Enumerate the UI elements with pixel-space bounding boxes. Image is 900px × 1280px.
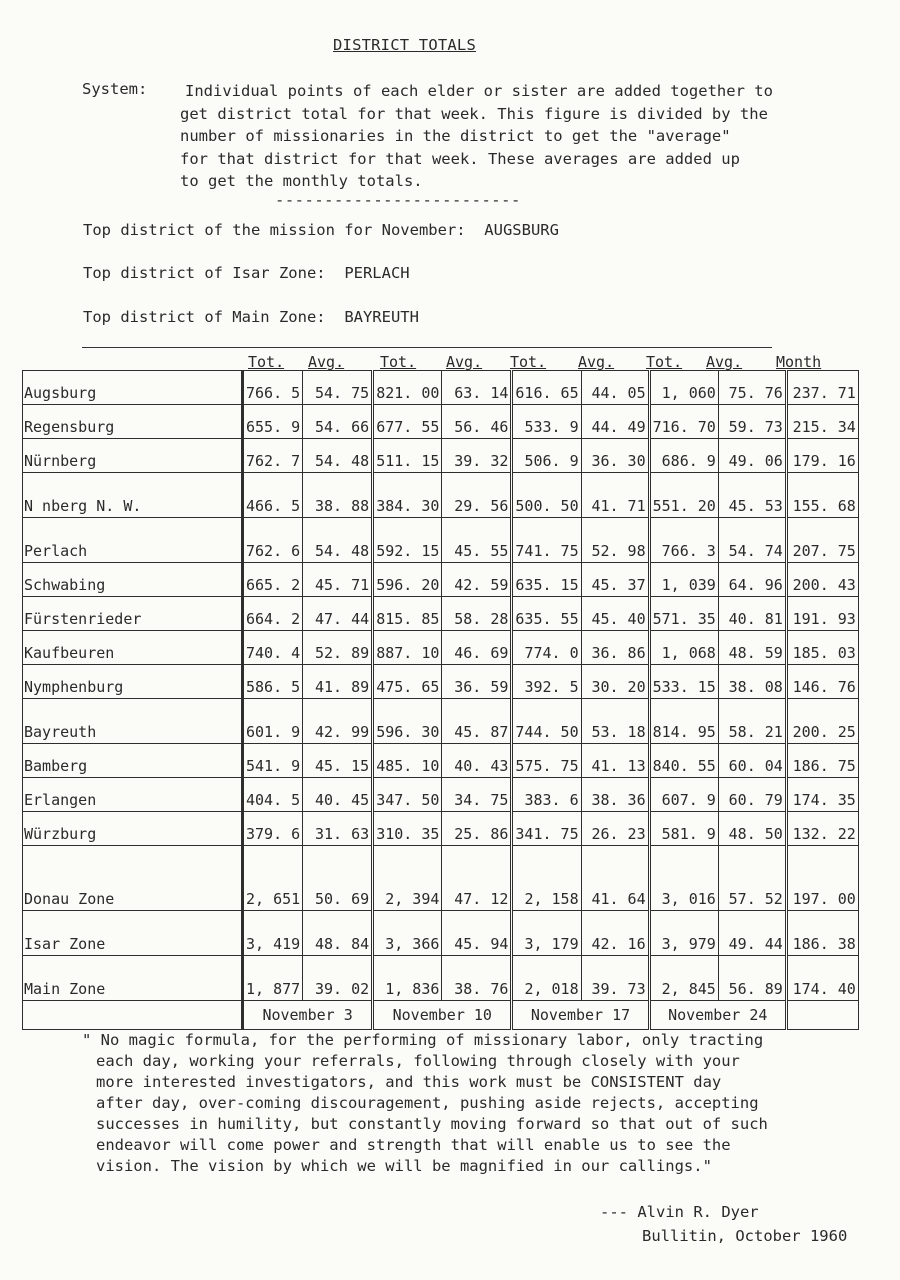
- week-average-cell: 41. 89: [303, 665, 373, 699]
- week-average-cell: 38. 36: [581, 778, 649, 812]
- week-average-cell: 45. 87: [442, 699, 512, 744]
- table-body: [23, 371, 859, 1030]
- quote-line: vision. The vision by which we will be magnified in our callings.": [96, 1157, 712, 1175]
- week-average-cell: 39. 32: [442, 439, 512, 473]
- week-total-cell: 766. 3: [649, 518, 718, 563]
- quote-attribution: [600, 1200, 847, 1248]
- week-total-cell: 840. 55: [649, 744, 718, 778]
- week-total-cell: 533. 15: [649, 665, 718, 699]
- week-total-cell: 741. 75: [512, 518, 581, 563]
- table-row: [23, 518, 859, 563]
- week-total-cell: 384. 30: [373, 473, 442, 518]
- week-total-cell: 1, 060: [649, 371, 718, 405]
- month-total-cell: 200. 25: [786, 699, 858, 744]
- week-total-cell: 341. 75: [512, 812, 581, 846]
- week-average-cell: 60. 04: [718, 744, 786, 778]
- table-row: [23, 956, 859, 1001]
- table-row: [23, 371, 859, 405]
- top-district-value: AUGSBURG: [484, 221, 559, 239]
- dashed-divider: -------------------------: [275, 191, 521, 209]
- week-average-cell: 38. 88: [303, 473, 373, 518]
- week-total-cell: 655. 9: [243, 405, 303, 439]
- week-total-cell: 1, 039: [649, 563, 718, 597]
- month-total-cell: 186. 75: [786, 744, 858, 778]
- week-total-cell: 485. 10: [373, 744, 442, 778]
- district-name-cell: Main Zone: [23, 956, 243, 1001]
- district-name-cell: Bayreuth: [23, 699, 243, 744]
- week-average-cell: 47. 44: [303, 597, 373, 631]
- week-average-cell: 45. 55: [442, 518, 512, 563]
- week-average-cell: 48. 84: [303, 911, 373, 956]
- week-total-cell: 635. 55: [512, 597, 581, 631]
- month-total-cell: 155. 68: [786, 473, 858, 518]
- district-name-cell: Schwabing: [23, 563, 243, 597]
- column-header: Avg.: [706, 353, 743, 371]
- week-average-cell: 50. 69: [303, 846, 373, 911]
- week-total-cell: 596. 20: [373, 563, 442, 597]
- week-average-cell: 56. 89: [718, 956, 786, 1001]
- district-name-cell: Perlach: [23, 518, 243, 563]
- table-row: [23, 778, 859, 812]
- week-average-cell: 45. 40: [581, 597, 649, 631]
- district-name-cell: Nymphenburg: [23, 665, 243, 699]
- week-total-cell: 3, 179: [512, 911, 581, 956]
- column-header: Tot.: [380, 353, 417, 371]
- week-average-cell: 29. 56: [442, 473, 512, 518]
- week-total-cell: 716. 70: [649, 405, 718, 439]
- quote-line: each day, working your referrals, following through closely with your: [96, 1052, 740, 1070]
- month-total-cell: 174. 40: [786, 956, 858, 1001]
- district-name-cell: Fürstenrieder: [23, 597, 243, 631]
- week-total-cell: 2, 651: [243, 846, 303, 911]
- district-name-cell: Augsburg: [23, 371, 243, 405]
- district-name-cell: Isar Zone: [23, 911, 243, 956]
- week-average-cell: 49. 06: [718, 439, 786, 473]
- month-total-cell: 215. 34: [786, 405, 858, 439]
- month-total-cell: 174. 35: [786, 778, 858, 812]
- week-total-cell: 3, 419: [243, 911, 303, 956]
- quote-line: successes in humility, but constantly moving forward so that out of such: [96, 1115, 768, 1133]
- week-total-cell: 466. 5: [243, 473, 303, 518]
- week-total-cell: 3, 366: [373, 911, 442, 956]
- week-total-cell: 347. 50: [373, 778, 442, 812]
- week-average-cell: 54. 48: [303, 439, 373, 473]
- week-average-cell: 54. 48: [303, 518, 373, 563]
- column-header: Tot.: [510, 353, 547, 371]
- week-total-cell: 592. 15: [373, 518, 442, 563]
- week-average-cell: 59. 73: [718, 405, 786, 439]
- week-average-cell: 52. 98: [581, 518, 649, 563]
- week-total-cell: 506. 9: [512, 439, 581, 473]
- week-average-cell: 41. 13: [581, 744, 649, 778]
- week-average-cell: 47. 12: [442, 846, 512, 911]
- week-total-cell: 475. 65: [373, 665, 442, 699]
- quote-source: Bullitin, October 1960: [642, 1227, 848, 1245]
- district-name-cell: Würzburg: [23, 812, 243, 846]
- table-row: [23, 473, 859, 518]
- week-average-cell: 38. 08: [718, 665, 786, 699]
- week-label-cell: November 3: [243, 1001, 373, 1030]
- week-average-cell: 36. 59: [442, 665, 512, 699]
- district-name-cell: Donau Zone: [23, 846, 243, 911]
- quote-line: " No magic formula, for the performing of missionary labor, only tracting: [82, 1031, 764, 1049]
- month-total-cell: 179. 16: [786, 439, 858, 473]
- month-total-cell: 146. 76: [786, 665, 858, 699]
- month-total-cell: 197. 00: [786, 846, 858, 911]
- month-total-cell: 237. 71: [786, 371, 858, 405]
- system-line: Individual points of each elder or sister are added together to: [185, 82, 773, 100]
- week-total-cell: 664. 2: [243, 597, 303, 631]
- column-header: Tot.: [646, 353, 683, 371]
- week-label-cell: November 17: [512, 1001, 649, 1030]
- district-name-cell: Kaufbeuren: [23, 631, 243, 665]
- table-row: [23, 846, 859, 911]
- week-average-cell: 53. 18: [581, 699, 649, 744]
- week-total-cell: 744. 50: [512, 699, 581, 744]
- system-label: System:: [82, 80, 148, 98]
- district-totals-table: [22, 370, 859, 1030]
- week-average-cell: 42. 16: [581, 911, 649, 956]
- month-total-cell: 186. 38: [786, 911, 858, 956]
- district-name-cell: Bamberg: [23, 744, 243, 778]
- month-total-cell: 185. 03: [786, 631, 858, 665]
- week-total-cell: 404. 5: [243, 778, 303, 812]
- quote-line: endeavor will come power and strength that will enable us to see the: [96, 1136, 731, 1154]
- column-header: Tot.: [248, 353, 285, 371]
- week-average-cell: 30. 20: [581, 665, 649, 699]
- month-total-cell: 207. 75: [786, 518, 858, 563]
- week-average-cell: 45. 37: [581, 563, 649, 597]
- week-average-cell: 52. 89: [303, 631, 373, 665]
- week-total-cell: 814. 95: [649, 699, 718, 744]
- week-average-cell: 25. 86: [442, 812, 512, 846]
- week-average-cell: 42. 99: [303, 699, 373, 744]
- week-total-cell: 1, 877: [243, 956, 303, 1001]
- table-row: [23, 665, 859, 699]
- quote-line: after day, over-coming discouragement, pushing aside rejects, accepting: [96, 1094, 759, 1112]
- blank-cell: [786, 1001, 858, 1030]
- week-average-cell: 44. 49: [581, 405, 649, 439]
- top-district-value: BAYREUTH: [344, 308, 419, 326]
- week-total-cell: 3, 979: [649, 911, 718, 956]
- week-total-cell: 762. 6: [243, 518, 303, 563]
- week-average-cell: 40. 43: [442, 744, 512, 778]
- week-label-cell: November 24: [649, 1001, 786, 1030]
- district-name-cell: Nürnberg: [23, 439, 243, 473]
- week-average-cell: 56. 46: [442, 405, 512, 439]
- week-total-cell: 571. 35: [649, 597, 718, 631]
- week-average-cell: 63. 14: [442, 371, 512, 405]
- week-total-cell: 740. 4: [243, 631, 303, 665]
- column-header: Avg.: [308, 353, 345, 371]
- month-total-cell: 191. 93: [786, 597, 858, 631]
- week-average-cell: 58. 28: [442, 597, 512, 631]
- week-total-cell: 821. 00: [373, 371, 442, 405]
- week-average-cell: 46. 69: [442, 631, 512, 665]
- week-average-cell: 41. 71: [581, 473, 649, 518]
- week-total-cell: 379. 6: [243, 812, 303, 846]
- week-total-cell: 2, 845: [649, 956, 718, 1001]
- week-average-cell: 45. 94: [442, 911, 512, 956]
- week-average-cell: 42. 59: [442, 563, 512, 597]
- week-average-cell: 54. 74: [718, 518, 786, 563]
- district-name-cell: Erlangen: [23, 778, 243, 812]
- table-row: [23, 699, 859, 744]
- table-row: [23, 744, 859, 778]
- top-district-value: PERLACH: [344, 264, 410, 282]
- week-total-cell: 541. 9: [243, 744, 303, 778]
- week-total-cell: 601. 9: [243, 699, 303, 744]
- top-district-label: Top district of Isar Zone:: [83, 264, 326, 282]
- column-header: Avg.: [446, 353, 483, 371]
- week-total-cell: 607. 9: [649, 778, 718, 812]
- week-label-cell: November 10: [373, 1001, 512, 1030]
- week-total-cell: 887. 10: [373, 631, 442, 665]
- week-total-cell: 766. 5: [243, 371, 303, 405]
- week-average-cell: 45. 15: [303, 744, 373, 778]
- week-average-cell: 48. 50: [718, 812, 786, 846]
- table-row: [23, 911, 859, 956]
- week-average-cell: 54. 66: [303, 405, 373, 439]
- week-total-cell: 596. 30: [373, 699, 442, 744]
- week-total-cell: 2, 158: [512, 846, 581, 911]
- week-average-cell: 40. 81: [718, 597, 786, 631]
- week-average-cell: 54. 75: [303, 371, 373, 405]
- week-total-cell: 635. 15: [512, 563, 581, 597]
- column-header: Month: [776, 353, 822, 371]
- week-total-cell: 310. 35: [373, 812, 442, 846]
- top-district-label: Top district of Main Zone:: [83, 308, 326, 326]
- week-average-cell: 36. 30: [581, 439, 649, 473]
- week-total-cell: 665. 2: [243, 563, 303, 597]
- blank-cell: [23, 1001, 243, 1030]
- week-total-cell: 511. 15: [373, 439, 442, 473]
- week-total-cell: 3, 016: [649, 846, 718, 911]
- column-header: Avg.: [578, 353, 615, 371]
- week-total-cell: 774. 0: [512, 631, 581, 665]
- week-average-cell: 39. 73: [581, 956, 649, 1001]
- week-average-cell: 45. 71: [303, 563, 373, 597]
- system-line: to get the monthly totals.: [180, 172, 423, 190]
- week-average-cell: 34. 75: [442, 778, 512, 812]
- week-average-cell: 45. 53: [718, 473, 786, 518]
- week-total-cell: 2, 394: [373, 846, 442, 911]
- page-title: DISTRICT TOTALS: [333, 36, 476, 54]
- week-average-cell: 48. 59: [718, 631, 786, 665]
- week-total-cell: 575. 75: [512, 744, 581, 778]
- quote-author: --- Alvin R. Dyer: [600, 1203, 759, 1221]
- district-name-cell: N nberg N. W.: [23, 473, 243, 518]
- week-total-cell: 686. 9: [649, 439, 718, 473]
- week-average-cell: 40. 45: [303, 778, 373, 812]
- system-line: for that district for that week. These averages are added up: [180, 149, 740, 168]
- table-row: [23, 563, 859, 597]
- district-name-cell: Regensburg: [23, 405, 243, 439]
- week-total-cell: 551. 20: [649, 473, 718, 518]
- table-row: [23, 631, 859, 665]
- week-average-cell: 64. 96: [718, 563, 786, 597]
- week-total-cell: 1, 836: [373, 956, 442, 1001]
- top-district-isar: [83, 264, 410, 282]
- week-average-cell: 36. 86: [581, 631, 649, 665]
- week-total-cell: 586. 5: [243, 665, 303, 699]
- top-district-mission: [83, 221, 559, 239]
- week-average-cell: 58. 21: [718, 699, 786, 744]
- week-average-cell: 31. 63: [303, 812, 373, 846]
- week-average-cell: 75. 76: [718, 371, 786, 405]
- top-district-main: [83, 308, 419, 326]
- week-average-cell: 44. 05: [581, 371, 649, 405]
- week-total-cell: 815. 85: [373, 597, 442, 631]
- header-rule: [82, 347, 772, 348]
- month-total-cell: 132. 22: [786, 812, 858, 846]
- system-line: number of missionaries in the district to get the "average": [180, 127, 731, 145]
- week-average-cell: 41. 64: [581, 846, 649, 911]
- week-average-cell: 39. 02: [303, 956, 373, 1001]
- system-description: [180, 80, 773, 193]
- week-total-cell: 1, 068: [649, 631, 718, 665]
- week-total-cell: 383. 6: [512, 778, 581, 812]
- week-total-cell: 581. 9: [649, 812, 718, 846]
- quote-line: more interested investigators, and this work must be CONSISTENT day: [96, 1073, 722, 1091]
- week-average-cell: 49. 44: [718, 911, 786, 956]
- week-average-cell: 60. 79: [718, 778, 786, 812]
- week-total-cell: 2, 018: [512, 956, 581, 1001]
- table-row: [23, 597, 859, 631]
- week-total-cell: 762. 7: [243, 439, 303, 473]
- quote-block: [82, 1030, 768, 1177]
- table-row: [23, 439, 859, 473]
- week-total-cell: 677. 55: [373, 405, 442, 439]
- top-district-label: Top district of the mission for November:: [83, 221, 466, 239]
- system-line: get district total for that week. This figure is divided by the: [180, 104, 768, 123]
- month-total-cell: 200. 43: [786, 563, 858, 597]
- table-row: [23, 812, 859, 846]
- table-row: [23, 405, 859, 439]
- week-total-cell: 392. 5: [512, 665, 581, 699]
- week-total-cell: 533. 9: [512, 405, 581, 439]
- week-average-cell: 38. 76: [442, 956, 512, 1001]
- week-label-row: [23, 1001, 859, 1030]
- week-average-cell: 57. 52: [718, 846, 786, 911]
- week-total-cell: 616. 65: [512, 371, 581, 405]
- week-average-cell: 26. 23: [581, 812, 649, 846]
- week-total-cell: 500. 50: [512, 473, 581, 518]
